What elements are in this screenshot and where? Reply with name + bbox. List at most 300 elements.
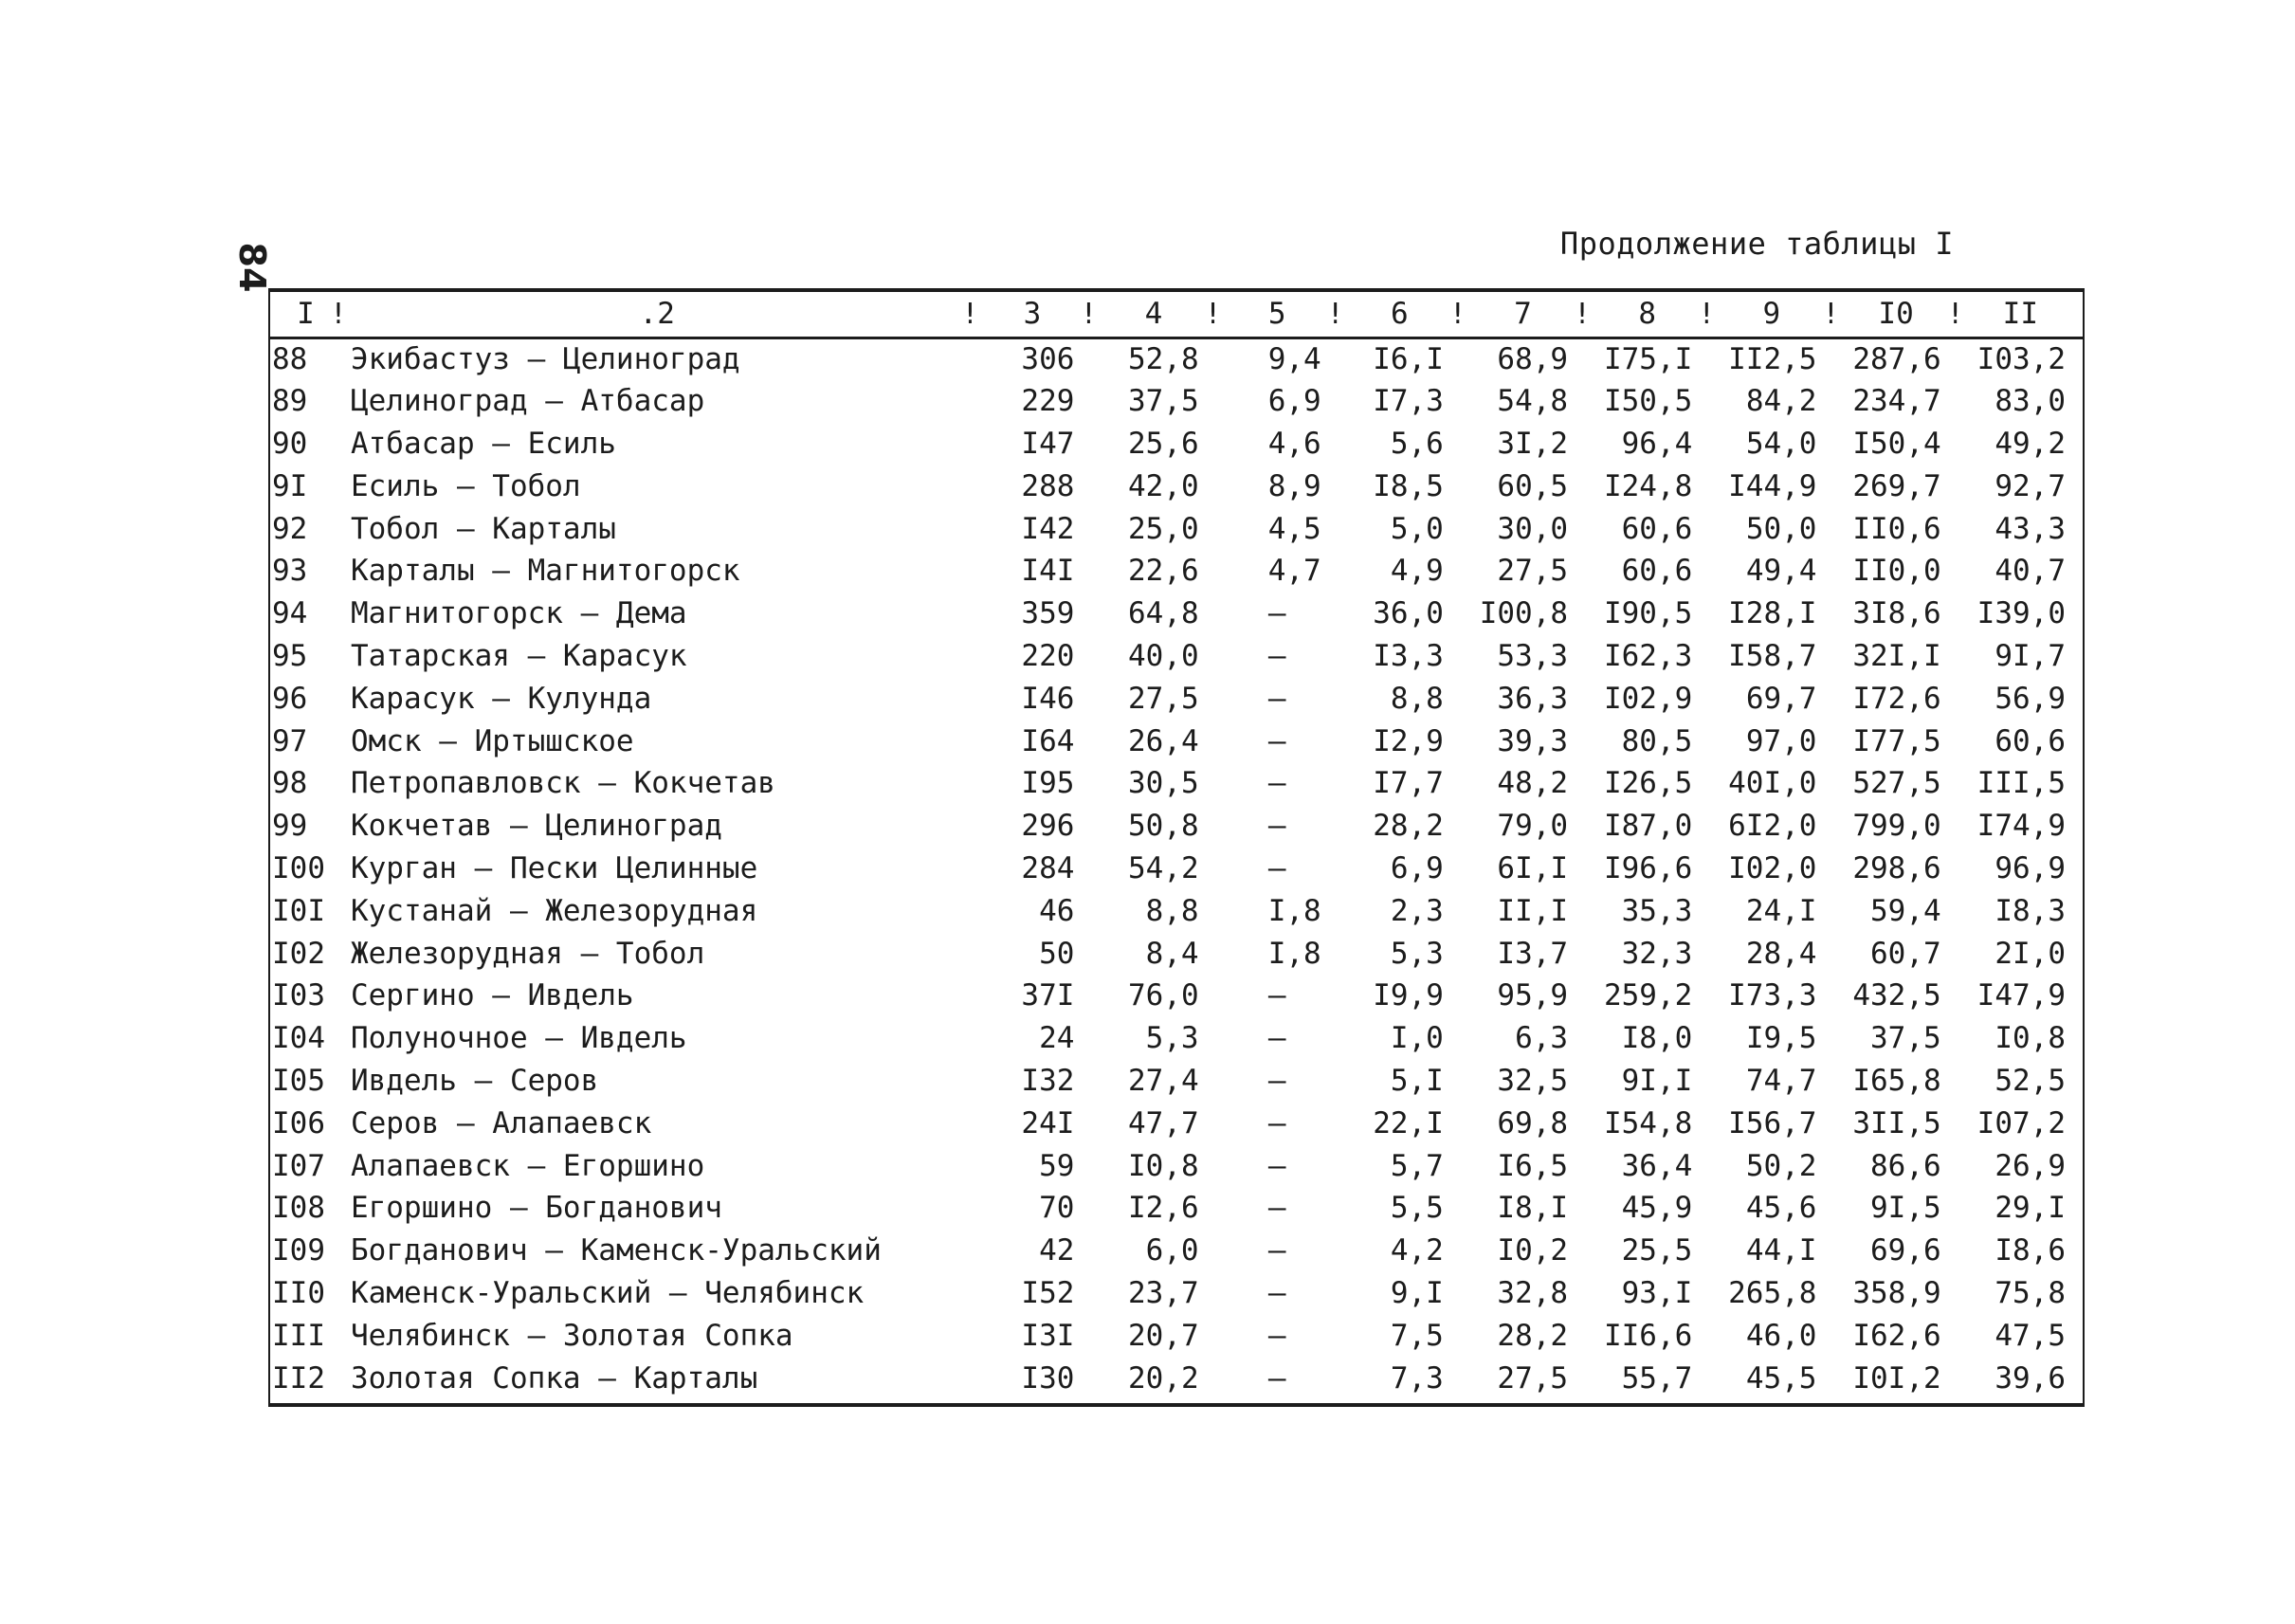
table-cell: 27,5 bbox=[1497, 554, 1569, 589]
route-name: Каменск-Уральский – Челябинск bbox=[350, 1275, 865, 1310]
table-cell: 45,9 bbox=[1621, 1191, 1693, 1226]
table-cell: 53,3 bbox=[1497, 638, 1569, 673]
table-cell: I4I bbox=[1021, 554, 1075, 589]
column-header bbox=[1216, 292, 1344, 338]
table-cell: 4,6 bbox=[1267, 426, 1321, 461]
table-cell: I74,9 bbox=[1976, 809, 2066, 844]
column-separator: ! bbox=[1946, 298, 1964, 331]
table-row bbox=[270, 507, 2083, 550]
page-number: 84 bbox=[231, 242, 273, 293]
table-cell: I58,7 bbox=[1728, 638, 1817, 673]
table-cell: 28,4 bbox=[1745, 936, 1817, 971]
route-name: Алапаевск – Егоршино bbox=[350, 1148, 705, 1183]
table-cell: 40I,0 bbox=[1728, 766, 1817, 801]
table-cell: – bbox=[1267, 1191, 1286, 1226]
table-cell: 22,6 bbox=[1127, 554, 1199, 589]
table-cell: 75,8 bbox=[1994, 1275, 2066, 1310]
table-cell: 20,7 bbox=[1127, 1318, 1199, 1353]
table-cell: 29,I bbox=[1994, 1191, 2066, 1226]
column-header-label: 9 bbox=[1762, 297, 1781, 332]
table-cell: 69,6 bbox=[1870, 1233, 1941, 1268]
table-cell: 22,I bbox=[1373, 1105, 1444, 1140]
table-cell: 6,3 bbox=[1515, 1021, 1569, 1056]
table-cell: I,8 bbox=[1267, 893, 1321, 928]
route-name: Полуночное – Ивдель bbox=[350, 1021, 687, 1056]
table-cell: 25,5 bbox=[1621, 1233, 1693, 1268]
table-cell: 5,3 bbox=[1145, 1021, 1199, 1056]
column-header-label: I0 bbox=[1878, 297, 1914, 332]
table-cell: – bbox=[1267, 1318, 1286, 1353]
table-cell: I50,5 bbox=[1603, 384, 1693, 419]
table-cell: I52 bbox=[1021, 1275, 1075, 1310]
table-cell: 24I bbox=[1021, 1105, 1075, 1140]
table-cell: 69,8 bbox=[1497, 1105, 1569, 1140]
route-name: Ивдель – Серов bbox=[350, 1063, 599, 1098]
table-cell: 7,5 bbox=[1390, 1318, 1444, 1353]
table-cell: I90,5 bbox=[1603, 596, 1693, 631]
table-cell: 25,0 bbox=[1127, 511, 1199, 546]
table-cell: I72,6 bbox=[1852, 681, 1941, 716]
row-number: 92 bbox=[272, 511, 308, 546]
column-separator: ! bbox=[1698, 298, 1716, 331]
row-number: I00 bbox=[272, 850, 325, 885]
table-cell: 296 bbox=[1021, 809, 1075, 844]
column-header-label: 5 bbox=[1267, 297, 1286, 332]
column-header bbox=[1461, 292, 1592, 338]
table-cell: 306 bbox=[1021, 342, 1075, 377]
table-cell: 30,5 bbox=[1127, 766, 1199, 801]
table-cell: 288 bbox=[1021, 468, 1075, 503]
table-cell: – bbox=[1267, 1105, 1286, 1140]
route-name: Челябинск – Золотая Сопка bbox=[350, 1318, 793, 1353]
table-cell: I30 bbox=[1021, 1360, 1075, 1396]
column-header-label: 4 bbox=[1144, 297, 1163, 332]
table-cell: 79,0 bbox=[1497, 809, 1569, 844]
row-number: 97 bbox=[272, 723, 308, 758]
table-cell: 37I bbox=[1021, 978, 1075, 1013]
route-name: Карталы – Магнитогорск bbox=[350, 554, 740, 589]
table-cell: 54,8 bbox=[1497, 384, 1569, 419]
table-row bbox=[270, 423, 2083, 465]
row-number: 96 bbox=[272, 681, 308, 716]
route-name: Кустанай – Железорудная bbox=[350, 893, 758, 928]
table-cell: I02,0 bbox=[1728, 850, 1817, 885]
table-cell: 220 bbox=[1021, 638, 1075, 673]
table-cell: 50 bbox=[1039, 936, 1075, 971]
table-cell: 27,5 bbox=[1497, 1360, 1569, 1396]
row-number: 88 bbox=[272, 342, 308, 377]
table-cell: 5,3 bbox=[1390, 936, 1444, 971]
table-cell: 76,0 bbox=[1127, 978, 1199, 1013]
table-row bbox=[270, 338, 2083, 380]
table-cell: 234,7 bbox=[1852, 384, 1941, 419]
route-name: Сергино – Ивдель bbox=[350, 978, 634, 1013]
table-cell: I2,9 bbox=[1373, 723, 1444, 758]
table-row bbox=[270, 805, 2083, 848]
row-number: I09 bbox=[272, 1233, 325, 1268]
column-separator: ! bbox=[1448, 298, 1466, 331]
table-row bbox=[270, 720, 2083, 762]
table-cell: 50,8 bbox=[1127, 809, 1199, 844]
table-cell: – bbox=[1267, 1021, 1286, 1056]
table-cell: 9I,7 bbox=[1994, 638, 2066, 673]
row-number: I06 bbox=[272, 1105, 325, 1140]
table-cell: I9,5 bbox=[1745, 1021, 1817, 1056]
table-cell: – bbox=[1267, 1063, 1286, 1098]
table-cell: I56,7 bbox=[1728, 1105, 1817, 1140]
table-cell: I28,I bbox=[1728, 596, 1817, 631]
table-cell: 25,6 bbox=[1127, 426, 1199, 461]
table-cell: III,5 bbox=[1976, 766, 2066, 801]
table-cell: 5,5 bbox=[1390, 1191, 1444, 1226]
table-cell: I47,9 bbox=[1976, 978, 2066, 1013]
table-cell: II0,6 bbox=[1852, 511, 1941, 546]
column-header bbox=[1091, 292, 1222, 338]
table-cell: 45,5 bbox=[1745, 1360, 1817, 1396]
route-name: Богданович – Каменск-Уральский bbox=[350, 1233, 882, 1268]
table-cell: 60,5 bbox=[1497, 468, 1569, 503]
table-cell: I3,3 bbox=[1373, 638, 1444, 673]
table-cell: 298,6 bbox=[1852, 850, 1941, 885]
table-row bbox=[270, 465, 2083, 507]
table-cell: 27,5 bbox=[1127, 681, 1199, 716]
table-cell: 50,0 bbox=[1745, 511, 1817, 546]
table-cell: 47,7 bbox=[1127, 1105, 1199, 1140]
table-cell: 64,8 bbox=[1127, 596, 1199, 631]
table-cell: I02,9 bbox=[1603, 681, 1693, 716]
row-number: 95 bbox=[272, 638, 308, 673]
column-header-label: .2 bbox=[639, 297, 675, 332]
table-cell: I54,8 bbox=[1603, 1105, 1693, 1140]
table-cell: 59,4 bbox=[1870, 893, 1941, 928]
table-cell: 74,7 bbox=[1745, 1063, 1817, 1098]
table-cell: I8,6 bbox=[1994, 1233, 2066, 1268]
table-cell: 9I,I bbox=[1621, 1063, 1693, 1098]
table-cell: I42 bbox=[1021, 511, 1075, 546]
table-cell: 69,7 bbox=[1745, 681, 1817, 716]
table-cell: 60,6 bbox=[1621, 511, 1693, 546]
route-name: Тобол – Карталы bbox=[350, 511, 616, 546]
column-separator: ! bbox=[1822, 298, 1840, 331]
table-cell: 3I,2 bbox=[1497, 426, 1569, 461]
table-cell: 26,4 bbox=[1127, 723, 1199, 758]
table-cell: 23,7 bbox=[1127, 1275, 1199, 1310]
table-cell: I0I,2 bbox=[1852, 1360, 1941, 1396]
table-cell: 92,7 bbox=[1994, 468, 2066, 503]
table-row bbox=[270, 1144, 2083, 1187]
table-row bbox=[270, 1272, 2083, 1315]
row-number: 99 bbox=[272, 809, 308, 844]
table-cell: 32I,I bbox=[1852, 638, 1941, 673]
table-cell: 4,7 bbox=[1267, 554, 1321, 589]
table-cell: 86,6 bbox=[1870, 1148, 1941, 1183]
table-cell: 7,3 bbox=[1390, 1360, 1444, 1396]
table-cell: I62,3 bbox=[1603, 638, 1693, 673]
table-cell: 56,9 bbox=[1994, 681, 2066, 716]
table-cell: 95,9 bbox=[1497, 978, 1569, 1013]
table-cell: – bbox=[1267, 978, 1286, 1013]
table-cell: 799,0 bbox=[1852, 809, 1941, 844]
table-row bbox=[270, 380, 2083, 423]
column-header bbox=[1958, 292, 2083, 338]
table-cell: 39,6 bbox=[1994, 1360, 2066, 1396]
table-cell: II0,0 bbox=[1852, 554, 1941, 589]
route-name: Серов – Алапаевск bbox=[350, 1105, 652, 1140]
table-cell: 6I,I bbox=[1497, 850, 1569, 885]
table-cell: 5,6 bbox=[1390, 426, 1444, 461]
table-caption: Продолжение таблицы I bbox=[1559, 226, 1954, 262]
table-row bbox=[270, 677, 2083, 720]
table-cell: I3,7 bbox=[1497, 936, 1569, 971]
table-row bbox=[270, 550, 2083, 593]
row-number: I0I bbox=[272, 893, 325, 928]
table-cell: I95 bbox=[1021, 766, 1075, 801]
table-cell: I0,8 bbox=[1127, 1148, 1199, 1183]
table-cell: 49,2 bbox=[1994, 426, 2066, 461]
table-cell: II6,6 bbox=[1603, 1318, 1693, 1353]
table-cell: 9,I bbox=[1390, 1275, 1444, 1310]
table-cell: I73,3 bbox=[1728, 978, 1817, 1013]
data-table-frame bbox=[268, 288, 2085, 1407]
table-row bbox=[270, 1314, 2083, 1357]
route-name: Омск – Иртышское bbox=[350, 723, 634, 758]
table-cell: – bbox=[1267, 850, 1286, 885]
table-cell: 3II,5 bbox=[1852, 1105, 1941, 1140]
table-cell: – bbox=[1267, 1233, 1286, 1268]
table-cell: I77,5 bbox=[1852, 723, 1941, 758]
table-body bbox=[270, 338, 2083, 1399]
table-cell: I00,8 bbox=[1479, 596, 1569, 631]
table-cell: 45,6 bbox=[1745, 1191, 1817, 1226]
table-cell: 42,0 bbox=[1127, 468, 1199, 503]
column-header bbox=[1833, 292, 1964, 338]
table-cell: 37,5 bbox=[1870, 1021, 1941, 1056]
table-cell: I0,8 bbox=[1994, 1021, 2066, 1056]
table-cell: 9,4 bbox=[1267, 342, 1321, 377]
route-name: Татарская – Карасук bbox=[350, 638, 687, 673]
table-cell: 60,6 bbox=[1621, 554, 1693, 589]
table-cell: 24 bbox=[1039, 1021, 1075, 1056]
table-cell: I6,5 bbox=[1497, 1148, 1569, 1183]
table-header-row bbox=[270, 292, 2083, 338]
column-header bbox=[1585, 292, 1716, 338]
row-number: II2 bbox=[272, 1360, 325, 1396]
table-cell: 4,9 bbox=[1390, 554, 1444, 589]
table-cell: 2,3 bbox=[1390, 893, 1444, 928]
table-cell: 80,5 bbox=[1621, 723, 1693, 758]
column-header bbox=[270, 292, 347, 338]
table-cell: I3I bbox=[1021, 1318, 1075, 1353]
table-cell: 55,7 bbox=[1621, 1360, 1693, 1396]
column-header bbox=[341, 292, 979, 338]
row-number: I04 bbox=[272, 1021, 325, 1056]
table-cell: 5,0 bbox=[1390, 511, 1444, 546]
table-cell: 20,2 bbox=[1127, 1360, 1199, 1396]
column-separator: ! bbox=[1080, 298, 1098, 331]
table-cell: 28,2 bbox=[1497, 1318, 1569, 1353]
table-cell: I65,8 bbox=[1852, 1063, 1941, 1098]
table-row bbox=[270, 975, 2083, 1017]
route-name: Есиль – Тобол bbox=[350, 468, 581, 503]
row-number: I07 bbox=[272, 1148, 325, 1183]
table-cell: – bbox=[1267, 766, 1286, 801]
table-cell: 32,5 bbox=[1497, 1063, 1569, 1098]
table-cell: 36,0 bbox=[1373, 596, 1444, 631]
route-name: Целиноград – Атбасар bbox=[350, 384, 705, 419]
table-cell: 8,8 bbox=[1390, 681, 1444, 716]
table-cell: II,I bbox=[1497, 893, 1569, 928]
table-cell: 83,0 bbox=[1994, 384, 2066, 419]
column-separator: ! bbox=[1574, 298, 1592, 331]
table-cell: 70 bbox=[1039, 1191, 1075, 1226]
table-cell: 269,7 bbox=[1852, 468, 1941, 503]
table-cell: 27,4 bbox=[1127, 1063, 1199, 1098]
table-cell: – bbox=[1267, 1360, 1286, 1396]
data-table bbox=[270, 292, 2083, 1399]
table-cell: 26,9 bbox=[1994, 1148, 2066, 1183]
table-cell: 96,4 bbox=[1621, 426, 1693, 461]
table-cell: 8,4 bbox=[1145, 936, 1199, 971]
column-header bbox=[1339, 292, 1466, 338]
column-header-label: 3 bbox=[1023, 297, 1042, 332]
table-row bbox=[270, 932, 2083, 975]
table-cell: 359 bbox=[1021, 596, 1075, 631]
table-cell: 40,0 bbox=[1127, 638, 1199, 673]
table-cell: 527,5 bbox=[1852, 766, 1941, 801]
table-cell: 6,9 bbox=[1267, 384, 1321, 419]
column-header bbox=[1709, 292, 1840, 338]
column-header-label: I bbox=[297, 297, 315, 332]
table-cell: I64 bbox=[1021, 723, 1075, 758]
table-cell: 42 bbox=[1039, 1233, 1075, 1268]
table-cell: 287,6 bbox=[1852, 342, 1941, 377]
route-name: Экибастуз – Целиноград bbox=[350, 342, 740, 377]
column-header-label: 6 bbox=[1390, 297, 1409, 332]
table-cell: 4,2 bbox=[1390, 1233, 1444, 1268]
table-cell: II2,5 bbox=[1728, 342, 1817, 377]
table-cell: 40,7 bbox=[1994, 554, 2066, 589]
row-number: I08 bbox=[272, 1191, 325, 1226]
row-number: 94 bbox=[272, 596, 308, 631]
route-name: Железорудная – Тобол bbox=[350, 936, 705, 971]
row-number: 89 bbox=[272, 384, 308, 419]
table-cell: 54,2 bbox=[1127, 850, 1199, 885]
table-cell: 46,0 bbox=[1745, 1318, 1817, 1353]
row-number: 98 bbox=[272, 766, 308, 801]
table-row bbox=[270, 1230, 2083, 1272]
table-cell: I7,3 bbox=[1373, 384, 1444, 419]
table-cell: 60,7 bbox=[1870, 936, 1941, 971]
table-cell: I7,7 bbox=[1373, 766, 1444, 801]
table-cell: 96,9 bbox=[1994, 850, 2066, 885]
table-row bbox=[270, 1060, 2083, 1103]
table-row bbox=[270, 593, 2083, 635]
table-cell: I2,6 bbox=[1127, 1191, 1199, 1226]
route-name: Егоршино – Богданович bbox=[350, 1191, 722, 1226]
table-cell: 44,I bbox=[1745, 1233, 1817, 1268]
table-cell: 432,5 bbox=[1852, 978, 1941, 1013]
table-cell: 47,5 bbox=[1994, 1318, 2066, 1353]
table-cell: 32,3 bbox=[1621, 936, 1693, 971]
table-cell: 2I,0 bbox=[1994, 936, 2066, 971]
table-cell: 50,2 bbox=[1745, 1148, 1817, 1183]
table-cell: I6,I bbox=[1373, 342, 1444, 377]
table-cell: I9,9 bbox=[1373, 978, 1444, 1013]
table-cell: 265,8 bbox=[1728, 1275, 1817, 1310]
table-cell: I44,9 bbox=[1728, 468, 1817, 503]
route-name: Кокчетав – Целиноград bbox=[350, 809, 722, 844]
table-cell: – bbox=[1267, 638, 1286, 673]
column-separator: ! bbox=[329, 298, 347, 331]
table-cell: 6,9 bbox=[1390, 850, 1444, 885]
table-cell: 52,5 bbox=[1994, 1063, 2066, 1098]
table-cell: 39,3 bbox=[1497, 723, 1569, 758]
table-cell: I46 bbox=[1021, 681, 1075, 716]
table-cell: I8,3 bbox=[1994, 893, 2066, 928]
table-row bbox=[270, 1357, 2083, 1399]
table-cell: I8,0 bbox=[1621, 1021, 1693, 1056]
table-cell: 358,9 bbox=[1852, 1275, 1941, 1310]
table-cell: 43,3 bbox=[1994, 511, 2066, 546]
table-row bbox=[270, 1187, 2083, 1230]
table-cell: I62,6 bbox=[1852, 1318, 1941, 1353]
table-cell: 9I,5 bbox=[1870, 1191, 1941, 1226]
row-number: I03 bbox=[272, 978, 325, 1013]
table-cell: 30,0 bbox=[1497, 511, 1569, 546]
route-name: Курган – Пески Целинные bbox=[350, 850, 758, 885]
table-cell: – bbox=[1267, 1275, 1286, 1310]
column-separator: ! bbox=[1326, 298, 1344, 331]
table-cell: I07,2 bbox=[1976, 1105, 2066, 1140]
table-cell: I24,8 bbox=[1603, 468, 1693, 503]
table-cell: – bbox=[1267, 596, 1286, 631]
column-separator: ! bbox=[1204, 298, 1222, 331]
table-row bbox=[270, 635, 2083, 678]
table-cell: I,8 bbox=[1267, 936, 1321, 971]
row-number: 90 bbox=[272, 426, 308, 461]
table-cell: 36,3 bbox=[1497, 681, 1569, 716]
table-cell: 3I8,6 bbox=[1852, 596, 1941, 631]
table-cell: 284 bbox=[1021, 850, 1075, 885]
table-cell: I03,2 bbox=[1976, 342, 2066, 377]
table-cell: 5,I bbox=[1390, 1063, 1444, 1098]
table-cell: 46 bbox=[1039, 893, 1075, 928]
table-row bbox=[270, 889, 2083, 932]
table-cell: 97,0 bbox=[1745, 723, 1817, 758]
route-name: Петропавловск – Кокчетав bbox=[350, 766, 775, 801]
route-name: Атбасар – Есиль bbox=[350, 426, 616, 461]
route-name: Золотая Сопка – Карталы bbox=[350, 1360, 758, 1396]
route-name: Карасук – Кулунда bbox=[350, 681, 652, 716]
table-cell: – bbox=[1267, 809, 1286, 844]
table-cell: I8,5 bbox=[1373, 468, 1444, 503]
table-cell: I,0 bbox=[1390, 1021, 1444, 1056]
table-cell: I87,0 bbox=[1603, 809, 1693, 844]
table-cell: I50,4 bbox=[1852, 426, 1941, 461]
table-cell: 229 bbox=[1021, 384, 1075, 419]
table-row bbox=[270, 848, 2083, 890]
row-number: 93 bbox=[272, 554, 308, 589]
table-cell: 60,6 bbox=[1994, 723, 2066, 758]
table-cell: 35,3 bbox=[1621, 893, 1693, 928]
table-cell: I96,6 bbox=[1603, 850, 1693, 885]
table-cell: I26,5 bbox=[1603, 766, 1693, 801]
route-name: Магнитогорск – Дема bbox=[350, 596, 687, 631]
table-cell: – bbox=[1267, 723, 1286, 758]
row-number: 9I bbox=[272, 468, 308, 503]
table-row bbox=[270, 762, 2083, 805]
row-number: II0 bbox=[272, 1275, 325, 1310]
